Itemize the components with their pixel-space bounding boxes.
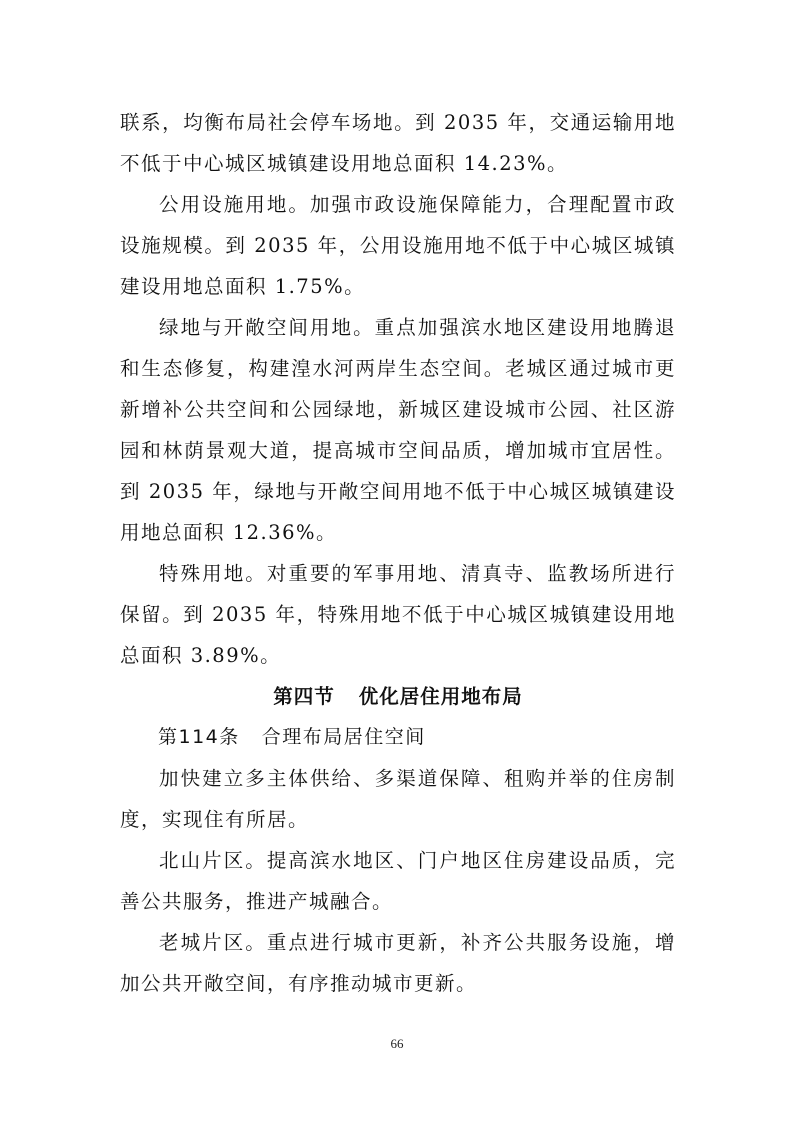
paragraph-special-use	[120, 553, 676, 676]
paragraph-text: 加强市政设施保障能力，合理配置市政设施规模。到 2035 年，公用设施用地不低于中心城区城镇建设用地总面积 1.75%。	[120, 193, 676, 298]
paragraph-housing-system	[120, 758, 676, 840]
paragraph-text: 加快建立多主体供给、多渠道保障、租购并举的住房制度，实现住有所居。	[120, 767, 676, 831]
paragraph-old-city-district	[120, 922, 676, 1004]
paragraph-text: 对重要的军事用地、清真寺、监教场所进行保留。到 2035 年，特殊用地不低于中心城区城镇建设用地总面积 3.89%。	[120, 562, 676, 667]
paragraph-lead: 特殊用地。	[159, 562, 267, 585]
paragraph-beishan-district	[120, 840, 676, 922]
paragraph-text: 重点进行城市更新，补齐公共服务设施，增加公共开敞空间，有序推动城市更新。	[120, 931, 676, 995]
paragraph-green-space	[120, 307, 676, 553]
paragraph-text: 提高滨水地区、门户地区住房建设品质，完善公共服务，推进产城融合。	[120, 849, 676, 913]
page-number: 66	[390, 1036, 404, 1051]
section-title: 优化居住用地布局	[358, 685, 523, 708]
paragraph-text: 联系，均衡布局社会停车场地。到 2035 年，交通运输用地不低于中心城区城镇建设用地总面积 14.23%。	[120, 111, 676, 175]
paragraph-lead: 公用设施用地。	[159, 193, 310, 216]
section-heading	[120, 676, 676, 717]
paragraph-public-utilities	[120, 184, 676, 307]
paragraph-lead: 绿地与开敞空间用地。	[159, 316, 375, 339]
paragraph-lead: 老城片区。	[159, 931, 267, 954]
section-number: 第四节	[273, 685, 335, 708]
article-heading	[120, 717, 676, 758]
page-body	[120, 102, 676, 1004]
paragraph-transport-continued	[120, 102, 676, 184]
article-number: 第114条	[158, 726, 240, 748]
paragraph-text: 重点加强滨水地区建设用地腾退和生态修复，构建湟水河两岸生态空间。老城区通过城市更新增补公共空间和公园绿地，新城区建设城市公园、社区游园和林荫景观大道，提高城市空间品质，增加城市宜居性。到 2035 年，绿地与开敞空间用地不低于中心城区城镇建设用地总面积 12.36%。	[120, 316, 676, 544]
article-title: 合理布局居住空间	[261, 726, 426, 748]
paragraph-lead: 北山片区。	[159, 849, 267, 872]
